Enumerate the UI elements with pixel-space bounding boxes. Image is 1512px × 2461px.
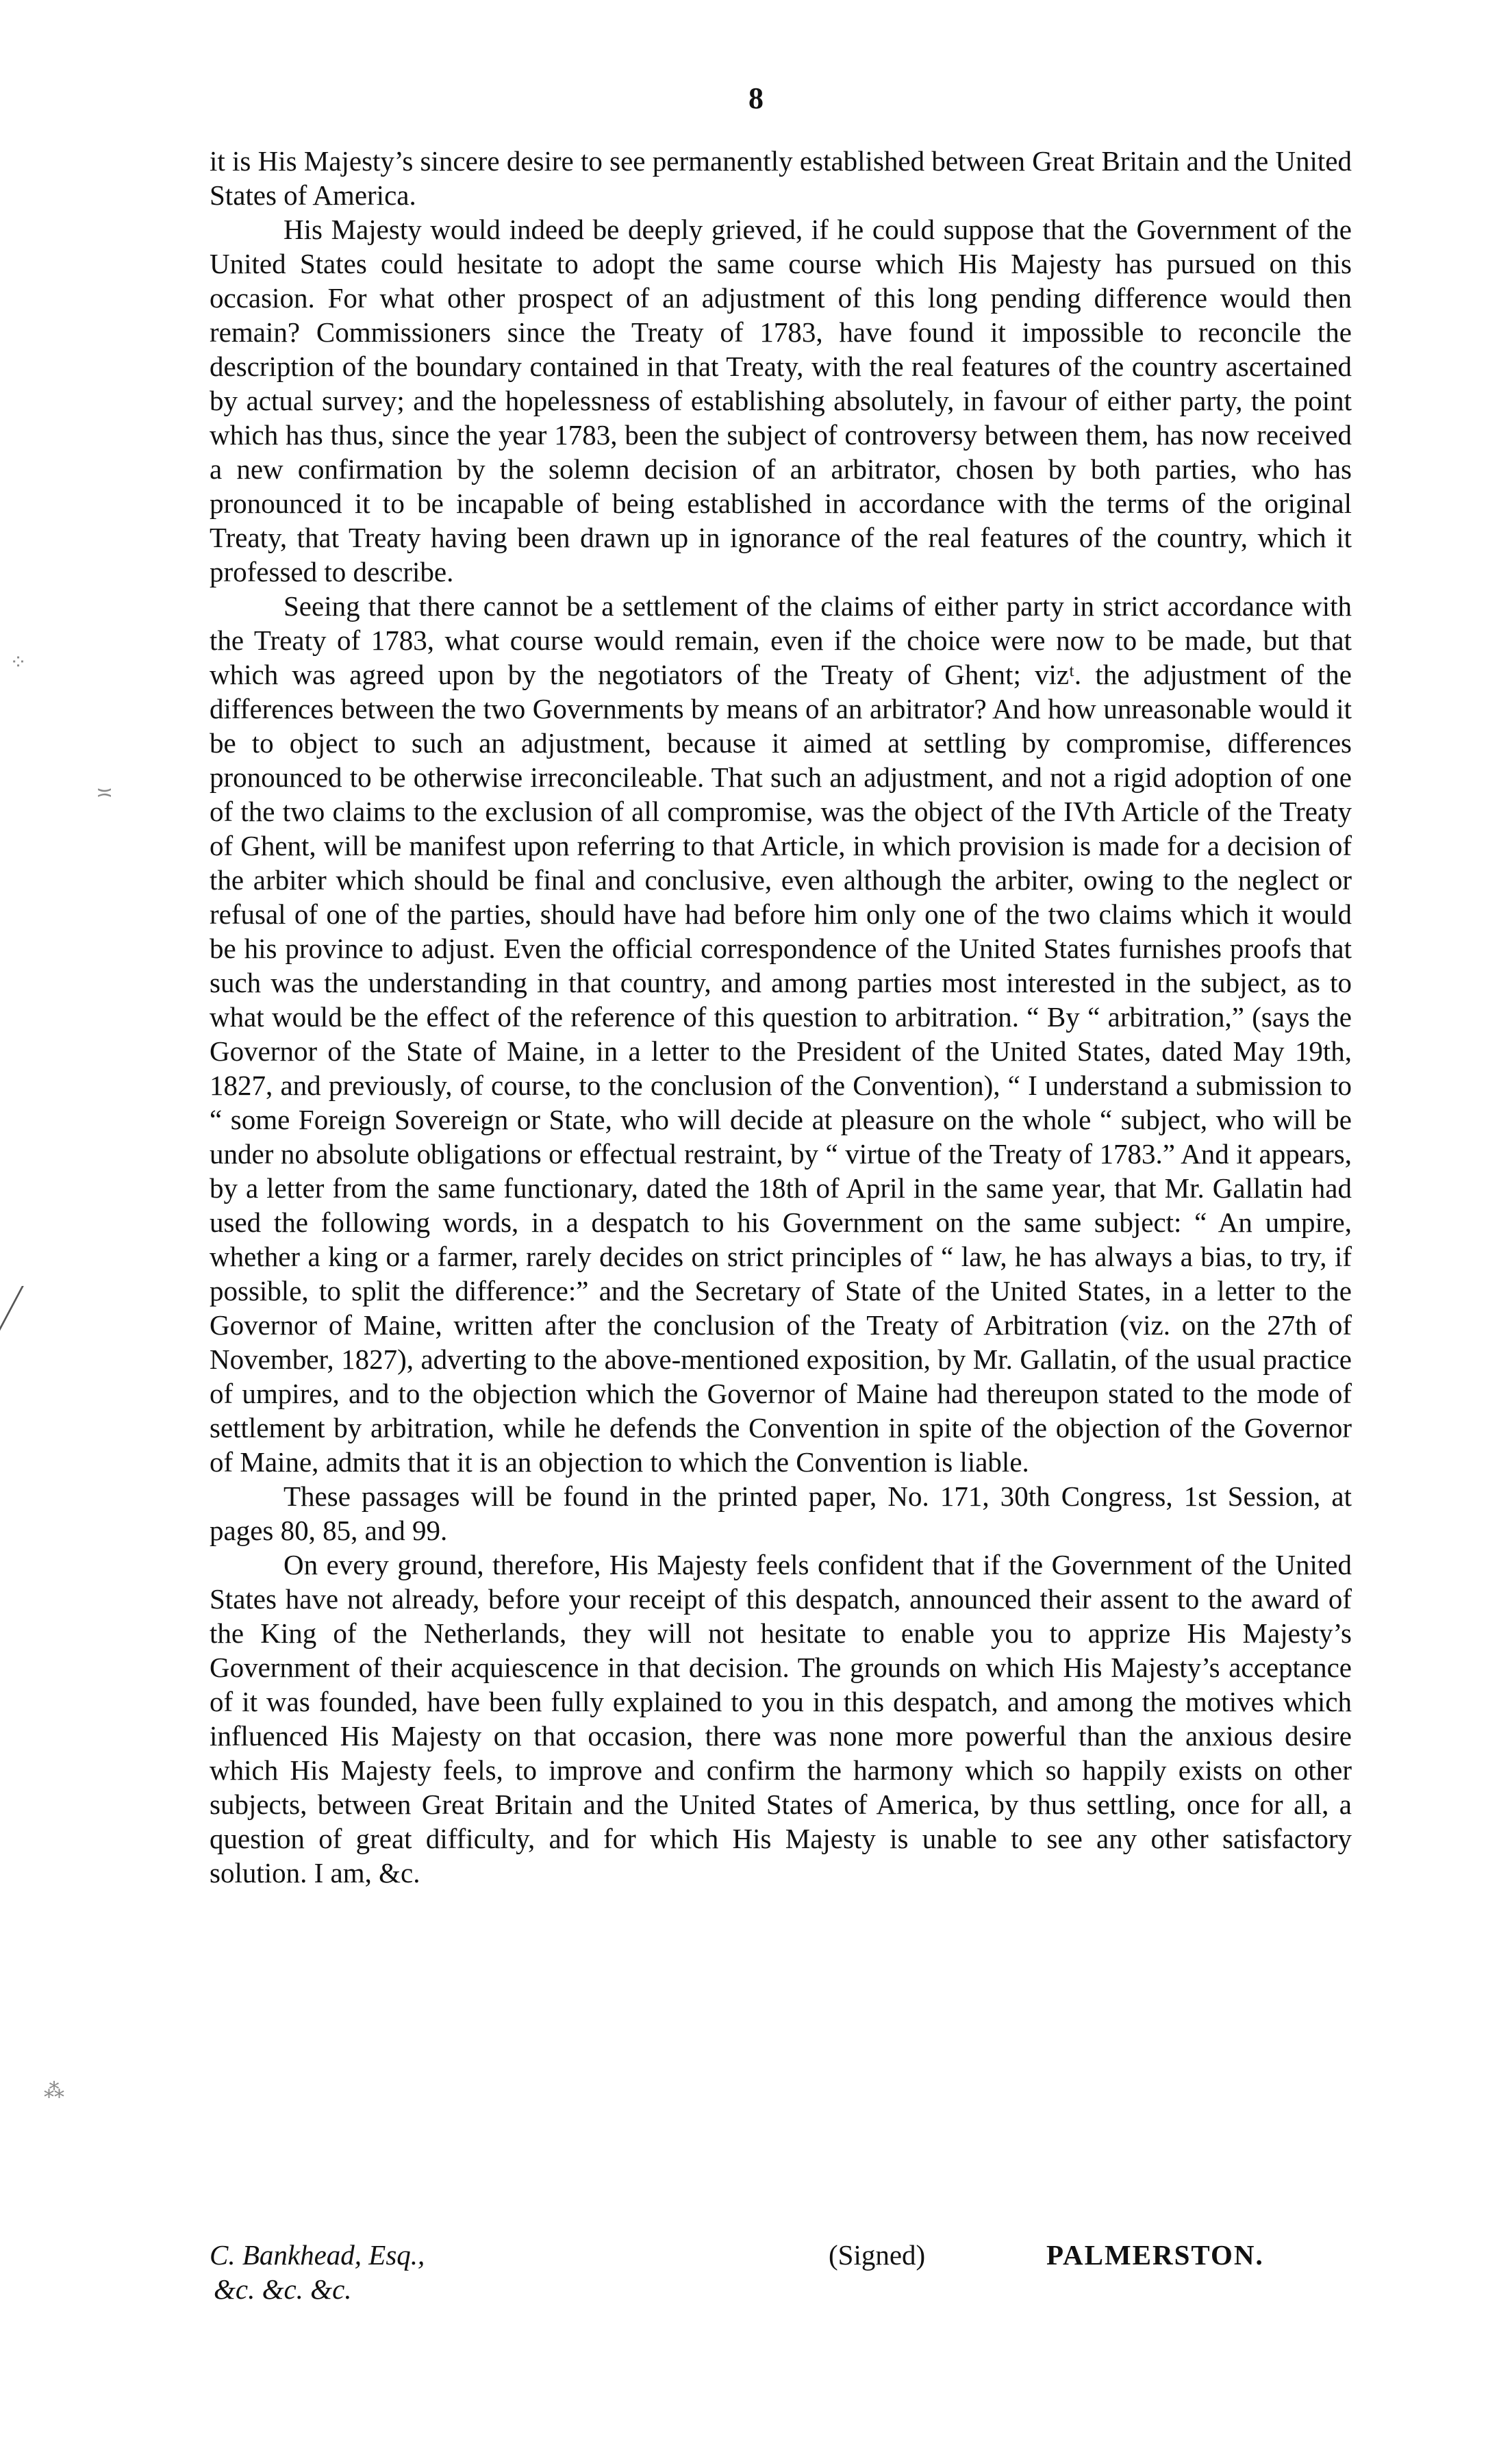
margin-ink-mark: ⁂ (44, 2080, 64, 2102)
signed-label: (Signed) (829, 2239, 926, 2271)
paragraph-4: These passages will be found in the printed paper, No. 171, 30th Congress, 1st Session, at pages 80, 85, and 99. (210, 1480, 1352, 1546)
letter-closing (210, 2238, 1352, 2340)
margin-bracket-mark (0, 1286, 54, 1342)
addressee-etc: &c. &c. &c. (214, 2273, 352, 2305)
page-number: 8 (748, 81, 764, 115)
paragraph-5: On every ground, therefore, His Majesty feels confident that if the Government of the United States have not already, before your receipt of this despatch, announced their assent to the award of the King of the Netherlands, they will not hesitate to enable you to apprize His Majesty’s Government of their acquiescence in that decision. The grounds on which His Majesty’s acceptance of it was founded, have been fully explained to you in this despatch, and among the motives which influenced His Majesty on that occasion, there was none more powerful than the anxious desire which His Majesty feels, to improve and confirm the harmony which so happily exists on other subjects, between Great Britain and the United States of America, by thus settling, once for all, a question of great difficulty, and for which His Majesty is unable to see any other satisfactory solution. I am, &c. (210, 1549, 1352, 1889)
margin-ink-mark: ≍ (96, 781, 114, 804)
signature: PALMERSTON. (1046, 2239, 1264, 2271)
paragraph-2: His Majesty would indeed be deeply grieved, if he could suppose that the Government of the United States could hesitate to adopt the same course which His Majesty has pursued on this occasion. For what other prospect of an adjustment of this long pending difference would then remain? Commissioners since the Treaty of 1783, have found it impossible to reconcile the description of the boundary contained in that Treaty, with the real features of the country ascertained by actual survey; and the hopelessness of establishing absolutely, in favour of either party, the point which has thus, since the year 1783, been the subject of controversy between them, has now received a new confirmation by the solemn decision of an arbitrator, chosen by both parties, who has pronounced it to be incapable of being established in accordance with the terms of the original Treaty, that Treaty having been drawn up in ignorance of the real features of the country, which it professed to describe. (210, 214, 1352, 588)
addressee: C. Bankhead, Esq., (210, 2239, 425, 2271)
letter-body (210, 144, 1352, 1890)
paragraph-1: it is His Majesty’s sincere desire to see permanently established between Great Britain and the United States of America. (210, 145, 1352, 211)
margin-ink-mark: ⁘ (10, 651, 27, 674)
paragraph-3: Seeing that there cannot be a settlement of the claims of either party in strict accordance with the Treaty of 1783, what course would remain, even if the choice were now to be made, but that which was agreed upon by the negotiators of the Treaty of Ghent; vizᵗ. the adjustment of the differences between the two Governments by means of an arbitrator? And how unreasonable would it be to object to such an adjustment, because it aimed at settling by compromise, differences pronounced to be otherwise irreconcileable. That such an adjustment, and not a rigid adoption of one of the two claims to the exclusion of all compromise, was the object of the IVth Article of the Treaty of Ghent, will be manifest upon referring to that Article, in which provision is made for a decision of the arbiter which should be final and conclusive, even although the arbiter, owing to the neglect or refusal of one of the parties, should have had before him only one of the two claims which it would be his province to adjust. Even the official correspondence of the United States furnishes proofs that such was the understanding in that country, and among parties most interested in the subject, as to what would be the effect of the reference of this question to arbitration. “ By “ arbitration,” (says the Governor of the State of Maine, in a letter to the President of the United States, dated May 19th, 1827, and previously, of course, to the conclusion of the Convention), “ I understand a submission to “ some Foreign Sovereign or State, who will decide at pleasure on the whole “ subject, who will be under no absolute obligations or effectual restraint, by “ virtue of the Treaty of 1783.” And it appears, by a letter from the same functionary, dated the 18th of April in the same year, that Mr. Gallatin had used the following words, in a despatch to his Government on the same subject: “ An umpire, whether a king or a farmer, rarely decides on strict principles of “ law, he has always a bias, to try, if possible, to split the difference:” and the Secretary of State of the United States, in a letter to the Governor of Maine, written after the conclusion of the Treaty of Arbitration (viz. on the 27th of November, 1827), adverting to the above-mentioned exposition, by Mr. Gallatin, of the usual practice of umpires, and to the objection which the Governor of Maine had thereupon stated to the mode of settlement by arbitration, while he defends the Convention in spite of the objection of the Governor of Maine, admits that it is an objection to which the Convention is liable. (210, 590, 1352, 1478)
